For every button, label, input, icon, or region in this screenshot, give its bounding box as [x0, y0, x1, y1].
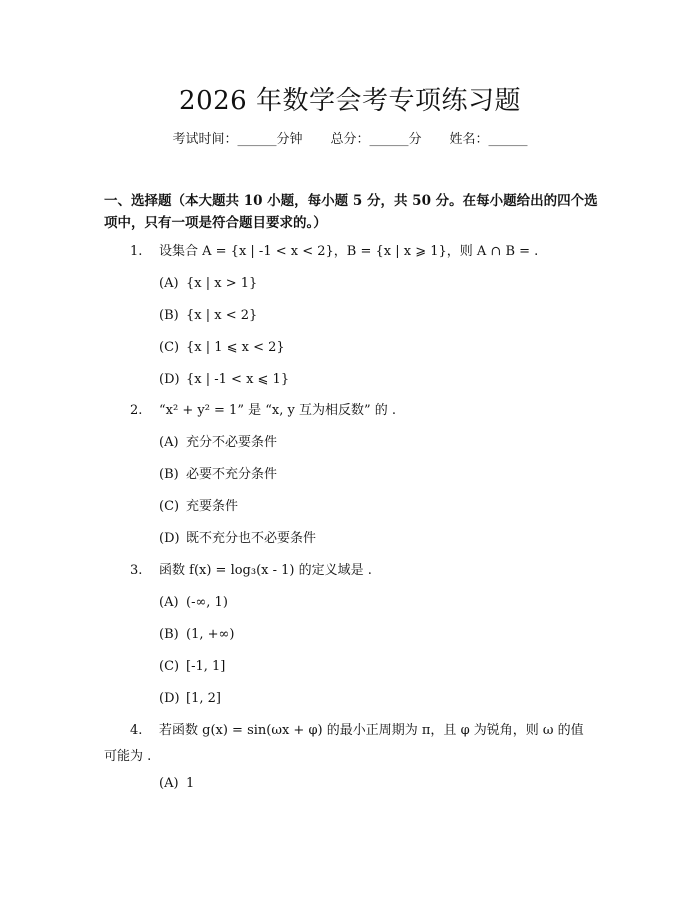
- option-text: 充分不必要条件: [186, 435, 278, 450]
- option-label: (A): [159, 776, 179, 791]
- question-text: 设集合 A = {x | -1 < x < 2}，B = {x | x ⩾ 1}，则 A ∩ B = .: [159, 244, 539, 259]
- question-text: 函数 f(x) = log₃(x - 1) 的定义域是 .: [159, 563, 372, 578]
- option-text: [-1, 1]: [186, 659, 226, 674]
- option-label: (D): [159, 691, 180, 706]
- option-a: [159, 594, 228, 612]
- option-c: [159, 498, 238, 516]
- section-heading: 一、选择题（本大题共 10 小题，每小题 5 分，共 50 分。在每小题给出的四个选项中，只有一项是符合题目要求的。）: [104, 193, 598, 231]
- exam-meta: [0, 131, 700, 149]
- option-label: (A): [159, 595, 179, 610]
- student-name-field: 姓名：______: [449, 132, 528, 147]
- exam-time-field: 考试时间：______分钟: [172, 132, 303, 147]
- option-text: {x | -1 < x ⩽ 1}: [186, 372, 290, 387]
- option-label: (D): [159, 531, 180, 546]
- option-text: (1, +∞): [186, 627, 235, 642]
- option-b: [159, 466, 277, 484]
- option-label: (B): [159, 627, 179, 642]
- option-b: [159, 307, 257, 325]
- question-text: “x² + y² = 1” 是 “x, y 互为相反数” 的 .: [159, 403, 397, 418]
- option-text: {x | x < 2}: [186, 308, 258, 323]
- option-text: 既不充分也不必要条件: [186, 531, 317, 546]
- option-c: [159, 658, 225, 676]
- question-text: 若函数 g(x) = sin(ωx + φ) 的最小正周期为 π，且 φ 为锐角，则 ω 的值可能为 .: [104, 723, 584, 764]
- question-number: 2.: [130, 403, 143, 418]
- option-a: [159, 434, 277, 452]
- option-label: (A): [159, 435, 179, 450]
- option-label: (A): [159, 276, 179, 291]
- option-text: 必要不充分条件: [186, 467, 278, 482]
- option-text: 1: [186, 776, 195, 791]
- option-text: (-∞, 1): [186, 595, 228, 610]
- page-title: 2026 年数学会考专项练习题: [179, 86, 521, 116]
- option-a: [159, 775, 194, 793]
- option-c: [159, 339, 285, 357]
- option-d: [159, 371, 289, 389]
- option-label: (B): [159, 467, 179, 482]
- question-number: 1.: [130, 244, 143, 259]
- option-b: [159, 626, 234, 644]
- option-d: [159, 690, 221, 708]
- option-a: [159, 275, 257, 293]
- option-label: (B): [159, 308, 179, 323]
- option-text: 充要条件: [186, 499, 239, 514]
- option-label: (D): [159, 372, 180, 387]
- option-label: (C): [159, 340, 180, 355]
- option-text: {x | 1 ⩽ x < 2}: [186, 340, 285, 355]
- question-number: 3.: [130, 563, 143, 578]
- question-number: 4.: [130, 723, 143, 738]
- option-text: [1, 2]: [186, 691, 221, 706]
- option-text: {x | x > 1}: [186, 276, 258, 291]
- option-label: (C): [159, 659, 180, 674]
- option-d: [159, 530, 316, 548]
- total-score-field: 总分：______分: [330, 132, 422, 147]
- option-label: (C): [159, 499, 180, 514]
